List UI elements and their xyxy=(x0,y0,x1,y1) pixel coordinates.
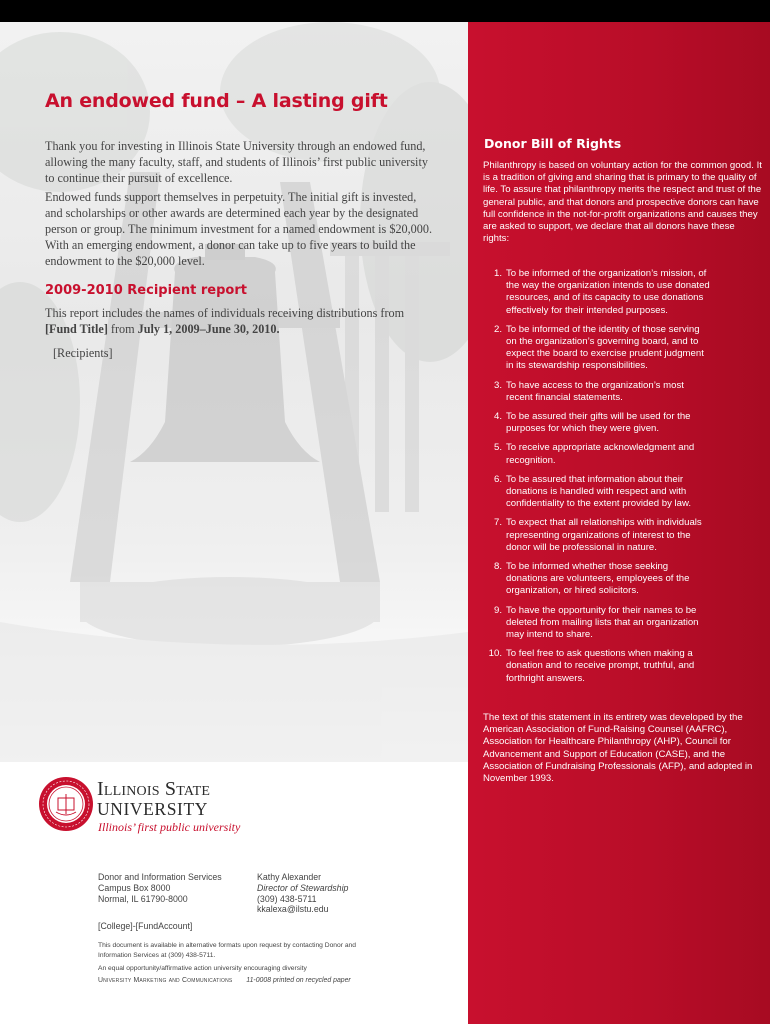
equal-opportunity-note: An equal opportunity/affirmative action university encouraging diversity xyxy=(98,965,307,972)
list-item-number: 3. xyxy=(493,379,502,391)
footer xyxy=(98,977,351,984)
account-code: [College]-[FundAccount] xyxy=(98,921,193,931)
intro-paragraph: Thank you for investing in Illinois State University through an endowed fund, allowing the many faculty, staff, and students of Illinois’ first public university to continue their pursuit of excellence. xyxy=(45,139,428,185)
list-item xyxy=(483,474,768,511)
list-item-number: 1. xyxy=(493,268,502,279)
footer-print-code: 11-0008 printed on recycled paper xyxy=(246,977,351,984)
list-item-number: 10. xyxy=(488,648,502,660)
list-item-number: 5. xyxy=(493,442,502,454)
report-text-lead: This report includes the names of individuals receiving distributions from xyxy=(45,306,405,320)
logo-tagline: Illinois’ first public university xyxy=(98,820,241,834)
list-item-text: To feel free to ask questions when making a donation and to receive prompt, truthful, and forthright answers. xyxy=(506,648,695,684)
report-title: 2009-2010 Recipient report xyxy=(45,283,247,298)
list-item xyxy=(483,324,768,373)
list-item-text: To be informed of the organization’s mission, of the way the organization intends to use donated resources, and of its capacity to use donations effectively for their intended purposes. xyxy=(506,268,710,316)
page-title: An endowed fund – A lasting gift xyxy=(45,90,388,112)
report-description xyxy=(45,305,435,337)
list-item xyxy=(483,605,768,642)
alternative-formats-note: This document is available in alternative formats upon request by contacting Donor and Information Services at (309) 438-5711. xyxy=(98,942,356,959)
university-seal-icon xyxy=(38,776,94,832)
donor-bill-of-rights-panel xyxy=(468,22,770,1024)
list-item xyxy=(483,561,768,598)
list-item-text: To be informed of the identity of those serving on the organization’s governing board, and to expect the board to exercise prudent judgment in its stewardship responsibilities. xyxy=(506,323,704,372)
list-item xyxy=(483,380,768,404)
bill-of-rights-closing: The text of this statement in its entirety was developed by the American Association of Fund-Raising Counsel (AAFRC), Association for Healthcare Philanthropy (AHP), Council for Advancement and Support of Education (CASE), and the Association of Fundraising Professionals (AFP), and adopted in November 1993. xyxy=(483,712,753,785)
list-item xyxy=(483,268,768,317)
list-item-text: To be assured their gifts will be used for the purposes for which they were given. xyxy=(506,411,691,435)
list-item-text: To be assured that information about their donations is handled with respect and with confidentiality to the extent provided by law. xyxy=(506,473,692,510)
office-city: Normal, IL 61790-8000 xyxy=(98,893,188,904)
background-photo-bell xyxy=(0,22,468,762)
endowment-paragraph: Endowed funds support themselves in perpetuity. The initial gift is invested, and scholarships or other awards are determined each year by the designated person or group. The minimum investment for a named endowment is $20,000. With an emerging endowment, a donor can take up to five years to build the endowment to the $20,000 level. xyxy=(45,190,433,268)
report-text-from: from xyxy=(107,322,138,336)
office-address xyxy=(98,872,222,904)
list-item xyxy=(483,411,768,435)
list-item xyxy=(483,648,768,685)
list-item-number: 2. xyxy=(493,323,502,335)
list-item-number: 9. xyxy=(493,604,502,616)
list-item-text: To have access to the organization’s most recent financial statements. xyxy=(506,379,684,403)
list-item-number: 6. xyxy=(493,473,502,485)
top-black-bar xyxy=(0,0,770,22)
rights-list xyxy=(483,268,768,692)
list-item-text: To be informed whether those seeking donations are volunteers, employees of the organization, or hired solicitors. xyxy=(506,561,690,597)
list-item-number: 8. xyxy=(493,561,502,573)
bill-of-rights-intro: Philanthropy is based on voluntary action for the common good. It is a tradition of giving and sharing that is primary to the quality of life. To assure that philanthropy merits the respect and trust of the general public, and that donors and prospective donors can have full confidence in the not-for-profit organizations and causes they are asked to support, we declare that all donors have these rights: xyxy=(483,160,762,245)
recipients-placeholder: [Recipients] xyxy=(53,346,113,360)
office-name: Donor and Information Services xyxy=(98,872,222,882)
list-item xyxy=(483,442,768,466)
contact-person xyxy=(257,872,348,915)
report-dates: July 1, 2009–June 30, 2010. xyxy=(137,322,280,336)
contact-email: kkalexa@ilstu.edu xyxy=(257,904,329,915)
contact-title: Director of Stewardship xyxy=(257,882,349,893)
list-item-number: 7. xyxy=(493,517,502,529)
logo-wordmark-line2: UNIVERSITY xyxy=(97,799,208,819)
fund-title-placeholder: [Fund Title] xyxy=(45,322,108,336)
contact-phone: (309) 438-5711 xyxy=(257,893,317,904)
list-item-text: To have the opportunity for their names to be deleted from mailing lists that an organization may intend to share. xyxy=(506,604,699,641)
list-item xyxy=(483,517,768,554)
list-item-text: To expect that all relationships with individuals representing organizations of interest to the donor will be professional in nature. xyxy=(506,517,702,553)
office-campus-box: Campus Box 8000 xyxy=(98,882,171,893)
logo-wordmark-line1: Illinois State xyxy=(97,778,211,800)
footer-department: University Marketing and Communications xyxy=(98,977,233,984)
contact-name: Kathy Alexander xyxy=(257,872,322,882)
list-item-number: 4. xyxy=(493,411,502,423)
university-logo xyxy=(38,776,288,838)
list-item-text: To receive appropriate acknowledgment and recognition. xyxy=(506,442,695,466)
bill-of-rights-title: Donor Bill of Rights xyxy=(484,136,622,151)
